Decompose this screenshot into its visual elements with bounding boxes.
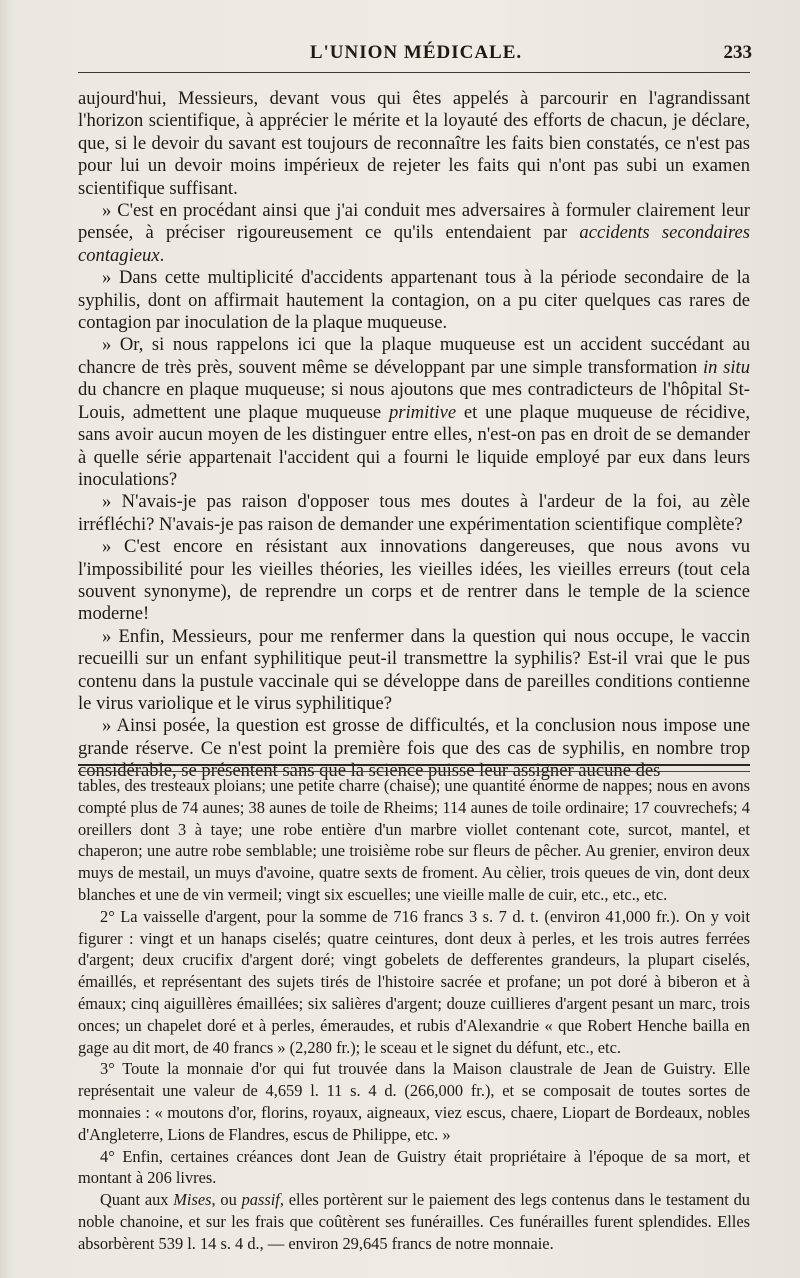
page-header — [76, 42, 756, 68]
footnote-separator — [78, 764, 750, 772]
footnote-paragraph: 2° La vaisselle d'argent, pour la somme de 716 francs 3 s. 7 d. t. (environ 41,000 fr.). On y voit figurer : vingt et un hanaps ciselés; quatre ceintures, dont deux à perles, et les trois autres ferrées d'argent; deux crucifix d'argent doré; vingt gobelets de defferentes grandeurs, la plupart ciselés, émaillés, et représentant des sujets tirés de l'histoire sacrée et profane; un pot doré à biberon et à émaux; cinq aiguillères émaillées; six salières d'argent; douze cuillieres d'argent pesant un marc, trois onces; un chapelet doré et à perles, émeraudes, et rubis d'Alexandrie « que Robert Henche bailla en gage au dit mort, de 40 francs » (2,280 fr.); le sceau et le signet du défunt, etc., etc. — [78, 906, 750, 1057]
italic-phrase: Mises — [173, 1190, 212, 1210]
text-span: et une plaque muqueuse de récidive, sans avoir aucun moyen de les distinguer entre elles, n'est-on pas en droit de se demander à quelle série appartenait l'accident qui a fourni le liquide employé par eux dans leurs inoculations? — [78, 401, 751, 490]
paragraph — [78, 200, 750, 267]
paragraph: » Dans cette multiplicité d'accidents appartenant tous à la période secondaire de la syphilis, dont on affirmait hautement la contagion, on a pu citer quelques cas rares de contagion par inoculation de la plaque muqueuse. — [78, 267, 750, 334]
footnote-paragraph: tables, des tresteaux ploians; une petite charre (chaise); une quantité énorme de nappes; nous en avons compté plus de 74 aunes; 38 aunes de toile de Rheims; 114 aunes de toile ordinaire; 17 couvrechefs; 4 oreillers dont 3 à taye; une robe entière d'un marbre viollet contenant cote, surcot, mantel, et chaperon; une autre robe semblable; une troisième robe sur fleurs de pêcher. Au grenier, environ deux muys de mestail, un muys d'avoine, quatre sexts de froment. Au cèlier, trois queues de vin, dont deux blanches et une de vin vermeil; vingt six escuelles; une vieille malle de cuir, etc., etc., etc. — [78, 776, 750, 904]
main-text — [78, 88, 750, 783]
paragraph: aujourd'hui, Messieurs, devant vous qui êtes appelés à parcourir en l'agrandissant l'horizon scientifique, à apprécier le mérite et la loyauté des efforts de chacun, je déclare, que, si le devoir du savant est toujours de reconnaître les faits bien constatés, ce n'est pas pour lui un devoir moins impérieux de rejeter les faits qui n'ont pas subi un examen scientifique suffisant. — [78, 88, 750, 199]
text-span: » Or, si nous rappelons ici que la plaque muqueuse est un accident succédant au chancre de très près, souvent même se développant par une simple transformation — [78, 334, 750, 378]
paragraph: » Ainsi posée, la question est grosse de difficultés, et la conclusion nous impose une grande réserve. Ce n'est point la première fois que des cas de syphilis, en nombre trop considérable, se présentent sans que la science puisse leur assigner aucune des — [78, 715, 750, 782]
paragraph: » C'est encore en résistant aux innovations dangereuses, que nous avons vu l'impossibilité pour les vieilles théories, les vieilles idées, les vieilles erreurs (tout cela souvent synonyme), de reprendre un corps et de rentrer dans le temple de la science moderne! — [78, 536, 750, 625]
italic-phrase: primitive — [388, 401, 457, 423]
footnote-paragraph — [78, 1189, 750, 1254]
text-span: . — [159, 244, 165, 266]
page-number: 233 — [723, 42, 752, 63]
footnote-paragraph: 3° Toute la monnaie d'or qui fut trouvée dans la Maison claustrale de Jean de Guistry. Elle représentait une valeur de 4,659 l. 11 s. 4 d. (266,000 fr.), et se composait de toutes sortes de monnaies : « moutons d'or, florins, royaux, aigneaux, viez escus, chaere, Liopart de Bordeaux, nobles d'Angleterre, Lions de Flandres, escus de Philippe, etc. » — [78, 1059, 750, 1144]
text-span: Quant aux — [100, 1190, 174, 1210]
text-span: , ou — [211, 1190, 242, 1210]
paragraph: » N'avais-je pas raison d'opposer tous mes doutes à l'ardeur de la foi, au zèle irréfléchi? N'avais-je pas raison de demander une expérimentation scientifique complète? — [78, 491, 750, 535]
italic-phrase: passif — [241, 1190, 280, 1210]
paragraph — [78, 334, 750, 491]
header-rule — [78, 72, 750, 73]
footnote-paragraph: 4° Enfin, certaines créances dont Jean de Guistry était propriétaire à l'époque de sa mort, et montant à 206 livres. — [78, 1146, 750, 1188]
text-span: » C'est en procédant ainsi que j'ai conduit mes adversaires à formuler clairement leur pensée, à préciser rigoureusement ce qu'ils entendaient par — [78, 200, 750, 244]
text-span: , elles portèrent sur le paiement des legs contenus dans le testament du noble chanoine, et sur les frais que coûtèrent ses funérailles. Ces funérailles furent splendides. Elles absorbèrent 539 l. 14 s. 4 d., — environ 29,645 francs de notre monnaie. — [78, 1190, 750, 1253]
text-span: du chancre en plaque muqueuse; si nous ajoutons que mes contradicteurs de l'hôpital St-Louis, admettent une plaque muqueuse — [78, 379, 750, 423]
italic-phrase: accidents secondaires contagieux — [78, 222, 750, 266]
italic-phrase: in situ — [703, 356, 750, 378]
running-title: L'UNION MÉDICALE. — [309, 42, 523, 63]
paragraph: » Enfin, Messieurs, pour me renfermer dans la question qui nous occupe, le vaccin recueilli sur un enfant syphilitique peut-il transmettre la syphilis? Est-il vrai que le pus contenu dans la pustule vaccinale qui se développe dans de pareilles conditions contienne le virus variolique et le virus syphilitique? — [78, 625, 750, 714]
footnotes — [78, 775, 750, 1255]
